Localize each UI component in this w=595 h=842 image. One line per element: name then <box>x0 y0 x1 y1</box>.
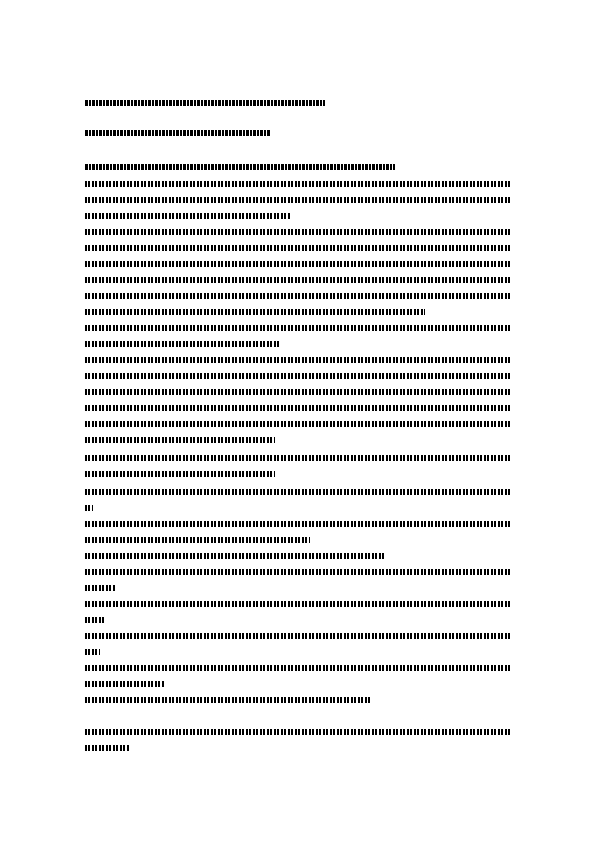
document-line-text <box>85 585 86 586</box>
document-line <box>85 229 510 235</box>
document-line-text <box>85 617 86 618</box>
document-line-text <box>85 229 86 230</box>
document-line <box>85 649 100 655</box>
document-line-text <box>85 213 86 214</box>
document-line <box>85 325 510 331</box>
document-line <box>85 213 290 219</box>
document-line <box>85 421 510 427</box>
document-line-text <box>85 341 86 342</box>
document-line-text <box>85 100 86 101</box>
document-line <box>85 665 510 671</box>
document-line <box>85 389 510 395</box>
document-line <box>85 357 510 363</box>
document-line <box>85 585 115 591</box>
document-line <box>85 697 370 703</box>
document-line <box>85 505 93 511</box>
document-line <box>85 277 510 283</box>
document-line-text <box>85 389 86 390</box>
document-line-text <box>85 471 86 472</box>
document-line-text <box>85 505 86 506</box>
document-line-text <box>85 373 86 374</box>
document-line <box>85 729 510 735</box>
document-line <box>85 130 270 136</box>
document-line <box>85 341 280 347</box>
document-line <box>85 745 130 751</box>
document-line-text <box>85 681 86 682</box>
document-line-text <box>85 405 86 406</box>
document-line <box>85 164 395 170</box>
document-line-text <box>85 357 86 358</box>
document-line-text <box>85 633 86 634</box>
document-line <box>85 261 510 267</box>
document-line-text <box>85 277 86 278</box>
document-line-text <box>85 537 86 538</box>
document-line-text <box>85 649 86 650</box>
document-line-text <box>85 697 86 698</box>
document-line <box>85 293 510 299</box>
document-line-text <box>85 245 86 246</box>
document-line <box>85 489 510 495</box>
document-line <box>85 617 105 623</box>
document-line-text <box>85 729 86 730</box>
document-line-text <box>85 745 86 746</box>
document-line <box>85 373 510 379</box>
document-line-text <box>85 455 86 456</box>
document-line-text <box>85 261 86 262</box>
document-line-text <box>85 569 86 570</box>
document-line-text <box>85 489 86 490</box>
document-line <box>85 437 275 443</box>
document-line <box>85 681 165 687</box>
document-line <box>85 309 425 315</box>
document-line-text <box>85 181 86 182</box>
document-line <box>85 100 325 106</box>
document-line-text <box>85 309 86 310</box>
document-line <box>85 245 510 251</box>
document-line <box>85 521 510 527</box>
document-line-text <box>85 437 86 438</box>
document-line-text <box>85 665 86 666</box>
document-line <box>85 553 385 559</box>
document-line-text <box>85 197 86 198</box>
document-line-text <box>85 130 86 131</box>
document-line <box>85 601 510 607</box>
document-line <box>85 471 275 477</box>
document-line-text <box>85 421 86 422</box>
document-line <box>85 537 310 543</box>
document-line <box>85 569 510 575</box>
document-line <box>85 455 510 461</box>
document-line <box>85 633 510 639</box>
document-line <box>85 181 510 187</box>
document-line-text <box>85 553 86 554</box>
document-line-text <box>85 325 86 326</box>
document-line-text <box>85 521 86 522</box>
document-line-text <box>85 164 86 165</box>
document-line <box>85 197 510 203</box>
document-line-text <box>85 293 86 294</box>
document-line-text <box>85 601 86 602</box>
document-line <box>85 405 510 411</box>
